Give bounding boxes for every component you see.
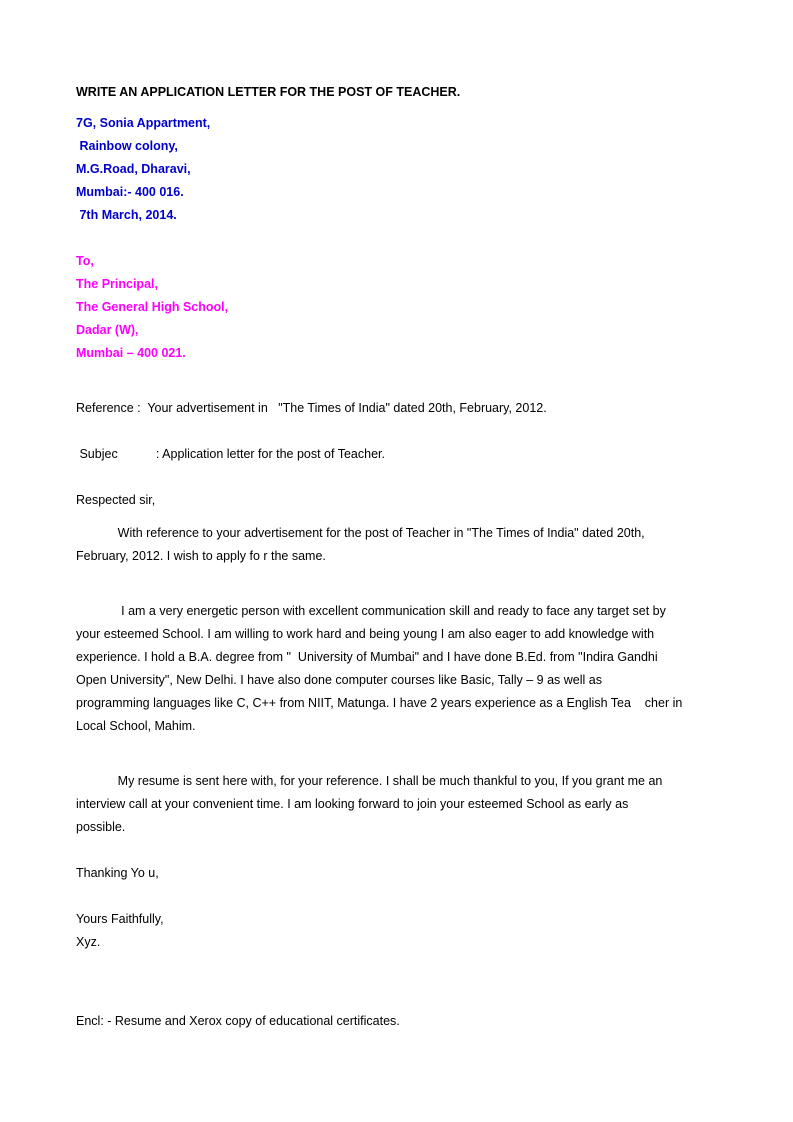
sender-address-line-2: Rainbow colony,: [76, 139, 178, 153]
paragraph-2-line-2: your esteemed School. I am willing to work hard and being young I am also eager to add knowledge with: [76, 627, 655, 641]
recipient-area: Dadar (W),: [76, 323, 139, 337]
subject-line: Subjec : Application letter for the post of Teacher.: [76, 447, 385, 461]
recipient-school: The General High School,: [76, 300, 229, 314]
body-paragraph-2: [76, 600, 716, 738]
body-paragraph-3: [76, 770, 716, 839]
paragraph-1-line-1: With reference to your advertisement for the post of Teacher in "The Times of India" dated 20th,: [76, 526, 645, 540]
document-title: WRITE AN APPLICATION LETTER FOR THE POST OF TEACHER.: [76, 85, 461, 99]
reference-line: Reference : Your advertisement in "The Times of India" dated 20th, February, 2012.: [76, 401, 547, 415]
recipient-city: Mumbai – 400 021.: [76, 346, 186, 360]
paragraph-2-line-3: experience. I hold a B.A. degree from " University of Mumbai" and I have done B.Ed. from "Indira Gandhi: [76, 650, 658, 664]
paragraph-2-line-1: I am a very energetic person with excellent communication skill and ready to face any target set by: [76, 604, 666, 618]
closing-line: Thanking Yo u,: [76, 866, 159, 880]
paragraph-3-line-2: interview call at your convenient time. I am looking forward to join your esteemed School as early as: [76, 797, 629, 811]
salutation: Respected sir,: [76, 493, 156, 507]
paragraph-3-line-1: My resume is sent here with, for your reference. I shall be much thankful to you, If you grant me an: [76, 774, 663, 788]
signoff-line: Yours Faithfully,: [76, 912, 164, 926]
sender-address-line-3: M.G.Road, Dharavi,: [76, 162, 191, 176]
signature-name: Xyz.: [76, 935, 101, 949]
paragraph-2-line-4: Open University", New Delhi. I have also done computer courses like Basic, Tally – 9 as well as: [76, 673, 602, 687]
sender-address-line-1: 7G, Sonia Appartment,: [76, 116, 211, 130]
recipient-name: The Principal,: [76, 277, 158, 291]
recipient-to: To,: [76, 254, 94, 268]
paragraph-3-line-3: possible.: [76, 820, 126, 834]
letter-date: 7th March, 2014.: [76, 208, 177, 222]
paragraph-2-line-6: Local School, Mahim.: [76, 719, 196, 733]
paragraph-2-line-5: programming languages like C, C++ from NIIT, Matunga. I have 2 years experience as a English Tea cher in: [76, 696, 683, 710]
body-paragraph-1: [76, 522, 716, 568]
enclosure-line: Encl: - Resume and Xerox copy of educational certificates.: [76, 1014, 400, 1028]
sender-address-line-4: Mumbai:- 400 016.: [76, 185, 184, 199]
paragraph-1-line-2: February, 2012. I wish to apply fo r the same.: [76, 549, 326, 563]
